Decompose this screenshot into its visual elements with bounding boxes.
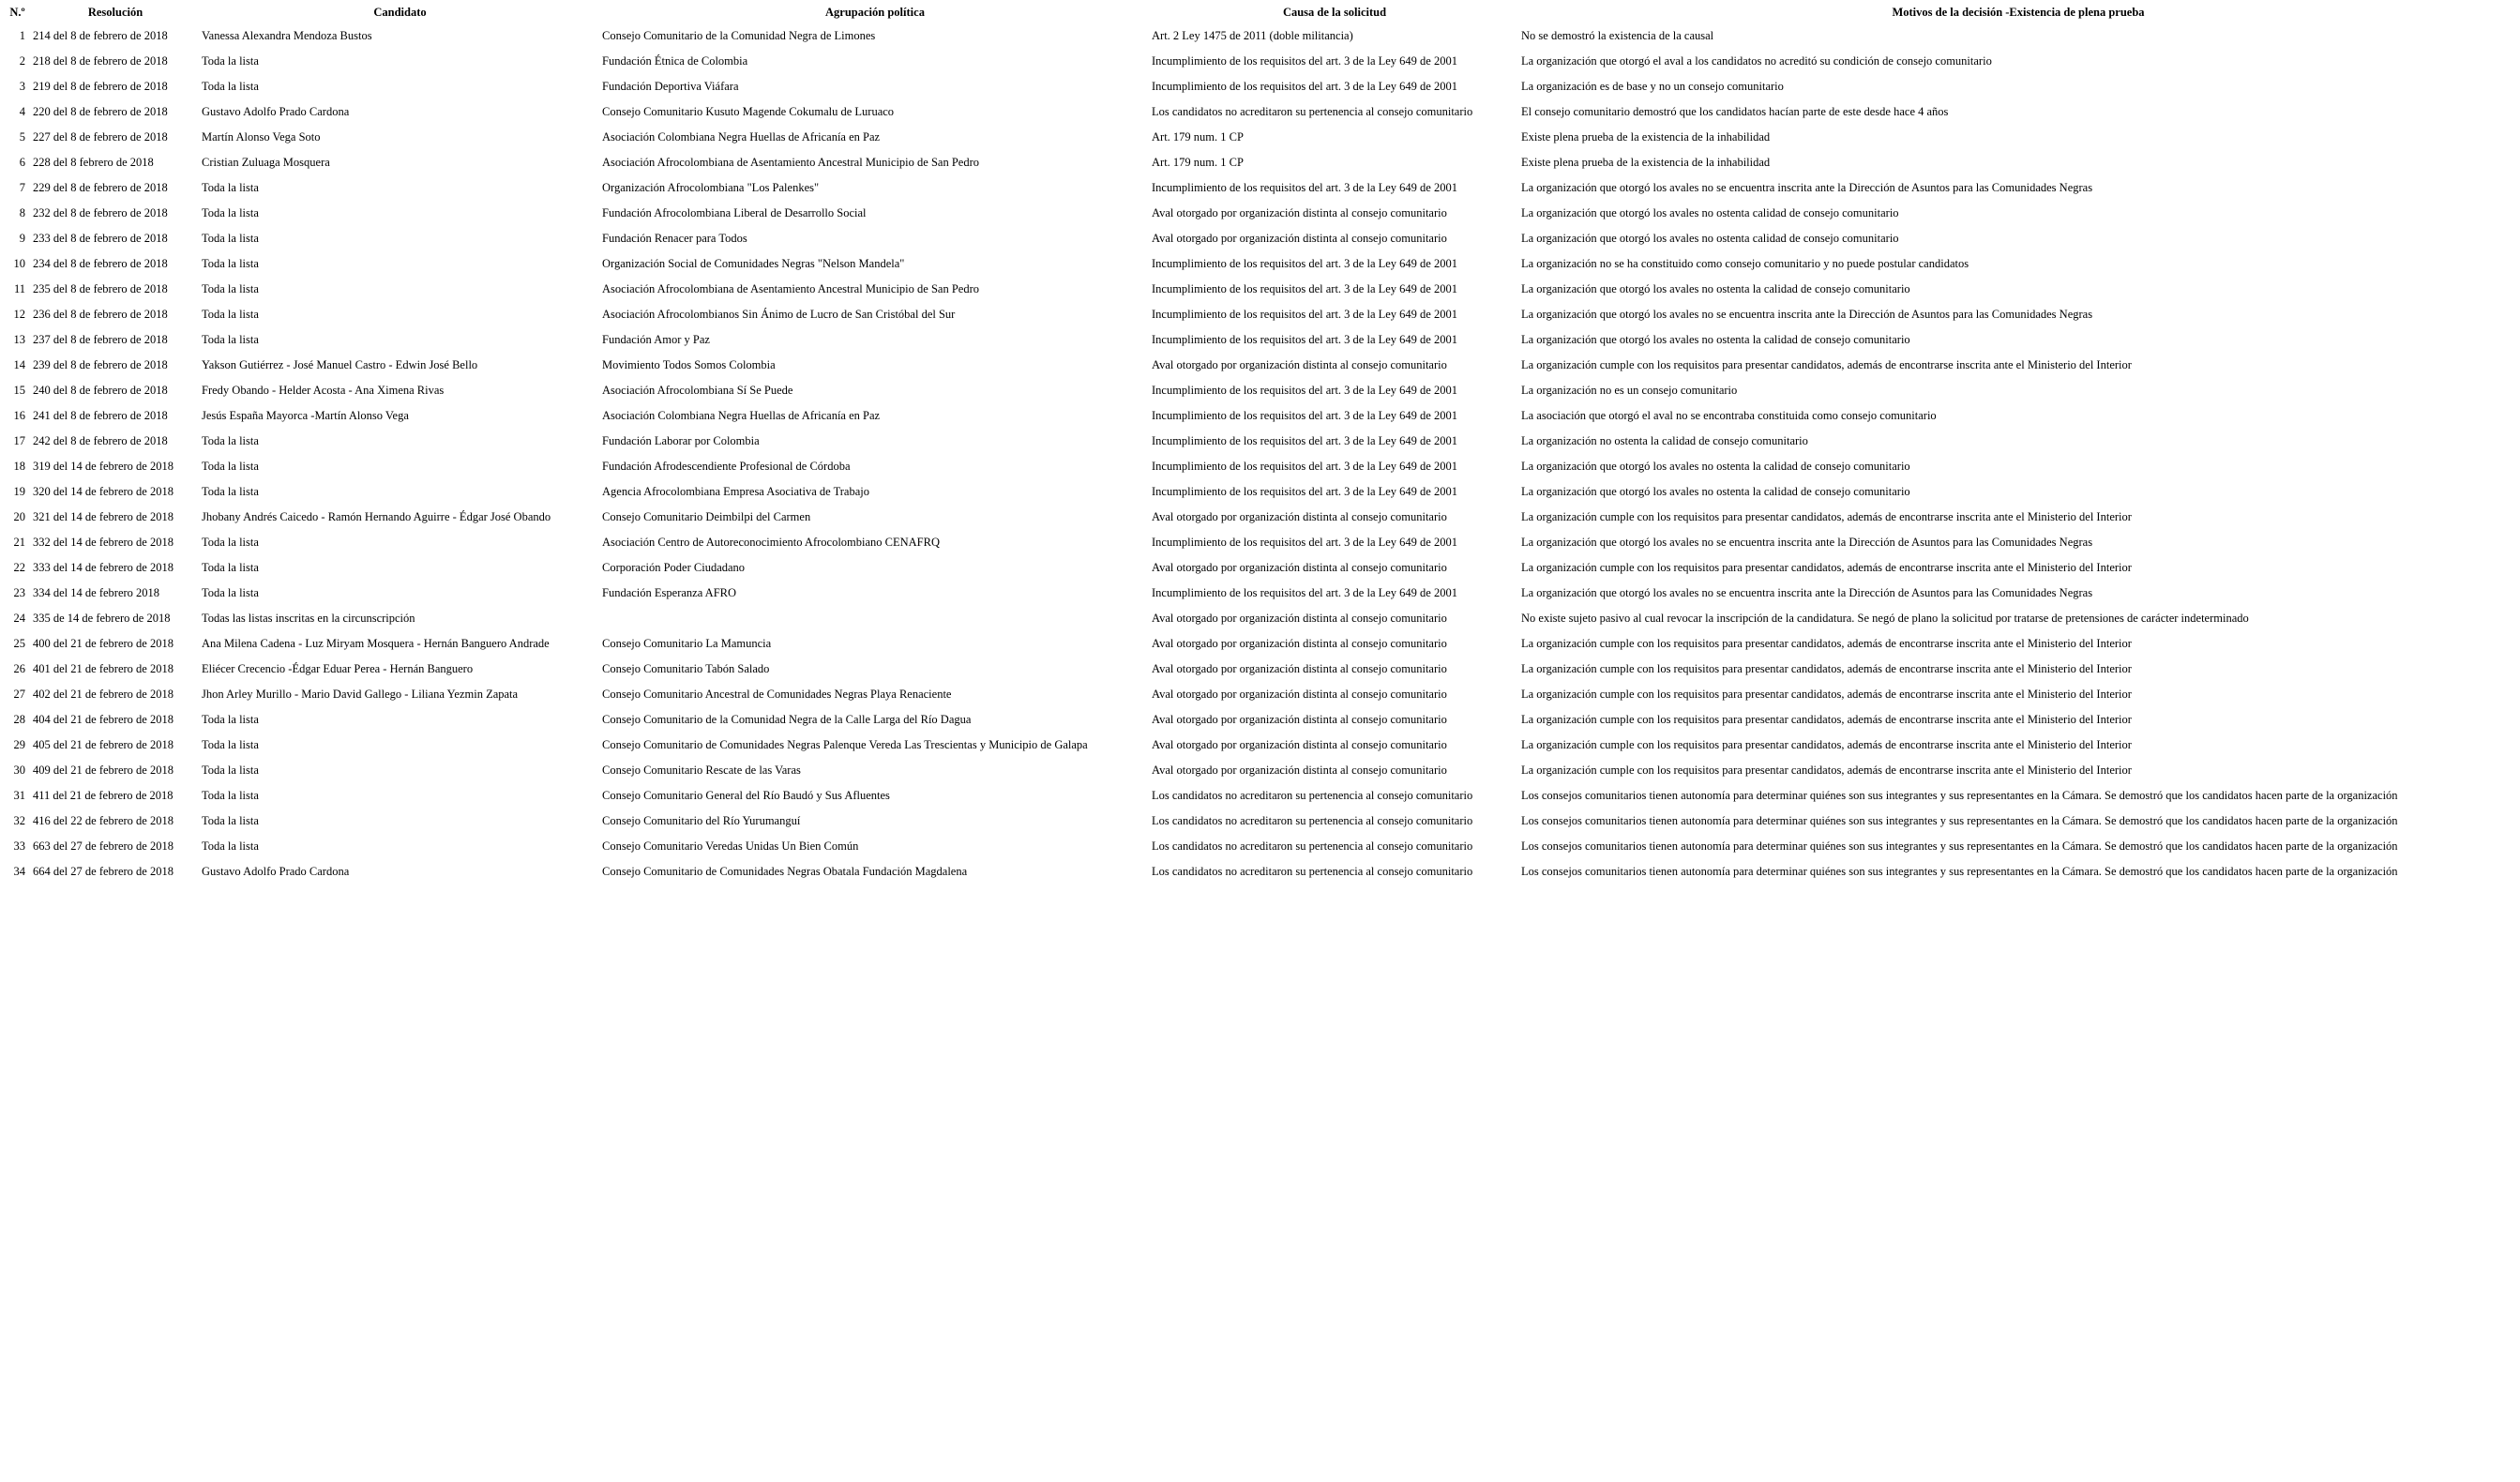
cell-causa: Incumplimiento de los requisitos del art. 3 de la Ley 649 de 2001 xyxy=(1152,485,1457,498)
cell-candidato: Toda la lista xyxy=(202,839,259,853)
cell-number: 14 xyxy=(13,358,25,371)
cell-candidato: Toda la lista xyxy=(202,536,259,549)
cell-number: 31 xyxy=(13,789,25,802)
cell-causa: Incumplimiento de los requisitos del art. 3 de la Ley 649 de 2001 xyxy=(1152,257,1457,270)
cell-number: 29 xyxy=(13,738,25,751)
cell-causa: Aval otorgado por organización distinta al consejo comunitario xyxy=(1152,206,1447,219)
cell-number: 27 xyxy=(13,688,25,701)
cell-agrupacion: Asociación Colombiana Negra Huellas de Africanía en Paz xyxy=(602,409,881,422)
table-row xyxy=(4,156,2517,181)
cell-number: 30 xyxy=(13,764,25,777)
cell-candidato: Toda la lista xyxy=(202,460,259,473)
cell-candidato: Toda la lista xyxy=(202,54,259,68)
table-row xyxy=(4,206,2517,232)
cell-causa: Aval otorgado por organización distinta al consejo comunitario xyxy=(1152,612,1447,625)
header-candidato: Candidato xyxy=(373,6,427,19)
cell-motivos: No existe sujeto pasivo al cual revocar la inscripción de la candidatura. Se negó de plano la solicitud por tratarse de pretensiones de carácter indeterminado xyxy=(1521,612,2249,625)
cell-resolucion: 227 del 8 de febrero de 2018 xyxy=(33,130,168,144)
cell-agrupacion: Fundación Renacer para Todos xyxy=(602,232,747,245)
table-row xyxy=(4,536,2517,561)
cell-causa: Incumplimiento de los requisitos del art. 3 de la Ley 649 de 2001 xyxy=(1152,80,1457,93)
cell-resolucion: 232 del 8 de febrero de 2018 xyxy=(33,206,168,219)
cell-resolucion: 219 del 8 de febrero de 2018 xyxy=(33,80,168,93)
cell-candidato: Toda la lista xyxy=(202,586,259,599)
cell-resolucion: 401 del 21 de febrero de 2018 xyxy=(33,662,174,675)
cell-agrupacion: Fundación Amor y Paz xyxy=(602,333,710,346)
cell-agrupacion: Asociación Centro de Autoreconocimiento Afrocolombiano CENAFRQ xyxy=(602,536,941,549)
cell-number: 28 xyxy=(13,713,25,726)
cell-motivos: Existe plena prueba de la existencia de la inhabilidad xyxy=(1521,156,1771,169)
table-row xyxy=(4,738,2517,764)
cell-candidato: Martín Alonso Vega Soto xyxy=(202,130,321,144)
cell-resolucion: 236 del 8 de febrero de 2018 xyxy=(33,308,168,321)
cell-causa: Incumplimiento de los requisitos del art. 3 de la Ley 649 de 2001 xyxy=(1152,586,1457,599)
cell-agrupacion: Fundación Laborar por Colombia xyxy=(602,434,760,447)
cell-resolucion: 214 del 8 de febrero de 2018 xyxy=(33,29,168,42)
table-row xyxy=(4,308,2517,333)
cell-candidato: Eliécer Crecencio -Édgar Eduar Perea - Hernán Banguero xyxy=(202,662,474,675)
cell-resolucion: 400 del 21 de febrero de 2018 xyxy=(33,637,174,650)
cell-agrupacion: Corporación Poder Ciudadano xyxy=(602,561,746,574)
cell-causa: Incumplimiento de los requisitos del art. 3 de la Ley 649 de 2001 xyxy=(1152,409,1457,422)
cell-causa: Incumplimiento de los requisitos del art. 3 de la Ley 649 de 2001 xyxy=(1152,460,1457,473)
cell-motivos: La organización cumple con los requisitos para presentar candidatos, además de encontrarse inscrita ante el Ministerio del Interior xyxy=(1521,662,2132,675)
cell-candidato: Todas las listas inscritas en la circunscripción xyxy=(202,612,415,625)
table-row xyxy=(4,54,2517,80)
cell-causa: Los candidatos no acreditaron su pertenencia al consejo comunitario xyxy=(1152,105,1473,118)
cell-candidato: Toda la lista xyxy=(202,814,259,827)
cell-agrupacion: Consejo Comunitario Ancestral de Comunidades Negras Playa Renaciente xyxy=(602,688,952,701)
cell-resolucion: 333 del 14 de febrero de 2018 xyxy=(33,561,174,574)
cell-motivos: La organización que otorgó los avales no ostenta calidad de consejo comunitario xyxy=(1521,232,1899,245)
table-row xyxy=(4,460,2517,485)
cell-number: 3 xyxy=(19,80,25,93)
cell-agrupacion: Asociación Afrocolombiana Sí Se Puede xyxy=(602,384,793,397)
cell-candidato: Ana Milena Cadena - Luz Miryam Mosquera - Hernán Banguero Andrade xyxy=(202,637,550,650)
cell-agrupacion: Consejo Comunitario de Comunidades Negras Obatala Fundación Magdalena xyxy=(602,865,968,878)
cell-agrupacion: Movimiento Todos Somos Colombia xyxy=(602,358,776,371)
cell-number: 21 xyxy=(13,536,25,549)
resolutions-table xyxy=(4,6,2517,890)
cell-motivos: La organización que otorgó los avales no ostenta la calidad de consejo comunitario xyxy=(1521,460,1910,473)
table-row xyxy=(4,789,2517,814)
cell-agrupacion: Consejo Comunitario Deimbilpi del Carmen xyxy=(602,510,811,523)
table-row xyxy=(4,358,2517,384)
cell-causa: Aval otorgado por organización distinta al consejo comunitario xyxy=(1152,232,1447,245)
cell-agrupacion: Consejo Comunitario de Comunidades Negras Palenque Vereda Las Trescientas y Municipio de Galapa xyxy=(602,738,1088,751)
cell-causa: Art. 2 Ley 1475 de 2011 (doble militancia) xyxy=(1152,29,1353,42)
cell-number: 9 xyxy=(19,232,25,245)
cell-motivos: La organización no ostenta la calidad de consejo comunitario xyxy=(1521,434,1808,447)
cell-motivos: La organización cumple con los requisitos para presentar candidatos, además de encontrarse inscrita ante el Ministerio del Interior xyxy=(1521,561,2132,574)
cell-number: 33 xyxy=(13,839,25,853)
cell-number: 7 xyxy=(19,181,25,194)
cell-causa: Los candidatos no acreditaron su pertenencia al consejo comunitario xyxy=(1152,839,1473,853)
cell-candidato: Gustavo Adolfo Prado Cardona xyxy=(202,105,350,118)
table-row xyxy=(4,105,2517,130)
cell-agrupacion: Asociación Afrocolombianos Sin Ánimo de Lucro de San Cristóbal del Sur xyxy=(602,308,956,321)
cell-candidato: Toda la lista xyxy=(202,713,259,726)
table-row xyxy=(4,839,2517,865)
cell-candidato: Fredy Obando - Helder Acosta - Ana Ximena Rivas xyxy=(202,384,445,397)
table-row xyxy=(4,637,2517,662)
cell-causa: Aval otorgado por organización distinta al consejo comunitario xyxy=(1152,688,1447,701)
table-row xyxy=(4,409,2517,434)
table-row xyxy=(4,764,2517,789)
cell-causa: Los candidatos no acreditaron su pertenencia al consejo comunitario xyxy=(1152,789,1473,802)
cell-motivos: La organización cumple con los requisitos para presentar candidatos, además de encontrarse inscrita ante el Ministerio del Interior xyxy=(1521,738,2132,751)
table-row xyxy=(4,130,2517,156)
cell-causa: Aval otorgado por organización distinta al consejo comunitario xyxy=(1152,510,1447,523)
cell-motivos: La organización que otorgó los avales no ostenta la calidad de consejo comunitario xyxy=(1521,333,1910,346)
cell-motivos: La organización no es un consejo comunitario xyxy=(1521,384,1738,397)
cell-agrupacion xyxy=(600,612,1150,637)
table-row xyxy=(4,282,2517,308)
table-row xyxy=(4,333,2517,358)
cell-causa: Incumplimiento de los requisitos del art. 3 de la Ley 649 de 2001 xyxy=(1152,536,1457,549)
cell-causa: Aval otorgado por organización distinta al consejo comunitario xyxy=(1152,662,1447,675)
cell-agrupacion: Fundación Étnica de Colombia xyxy=(602,54,748,68)
cell-resolucion: 235 del 8 de febrero de 2018 xyxy=(33,282,168,295)
cell-causa: Aval otorgado por organización distinta al consejo comunitario xyxy=(1152,713,1447,726)
cell-resolucion: 228 del 8 febrero de 2018 xyxy=(33,156,154,169)
cell-agrupacion: Consejo Comunitario del Río Yurumanguí xyxy=(602,814,801,827)
cell-number: 32 xyxy=(13,814,25,827)
cell-motivos: La organización cumple con los requisitos para presentar candidatos, además de encontrarse inscrita ante el Ministerio del Interior xyxy=(1521,358,2132,371)
table-header-row xyxy=(4,6,2517,29)
cell-agrupacion: Consejo Comunitario Kusuto Magende Cokumalu de Luruaco xyxy=(602,105,895,118)
cell-causa: Art. 179 num. 1 CP xyxy=(1152,130,1244,144)
cell-candidato: Gustavo Adolfo Prado Cardona xyxy=(202,865,350,878)
cell-number: 26 xyxy=(13,662,25,675)
cell-motivos: La organización cumple con los requisitos para presentar candidatos, además de encontrarse inscrita ante el Ministerio del Interior xyxy=(1521,637,2132,650)
cell-causa: Aval otorgado por organización distinta al consejo comunitario xyxy=(1152,637,1447,650)
cell-candidato: Toda la lista xyxy=(202,333,259,346)
cell-resolucion: 233 del 8 de febrero de 2018 xyxy=(33,232,168,245)
cell-candidato: Toda la lista xyxy=(202,485,259,498)
cell-agrupacion: Agencia Afrocolombiana Empresa Asociativa de Trabajo xyxy=(602,485,869,498)
cell-causa: Aval otorgado por organización distinta al consejo comunitario xyxy=(1152,561,1447,574)
cell-number: 15 xyxy=(13,384,25,397)
table-row xyxy=(4,612,2517,637)
cell-motivos: El consejo comunitario demostró que los candidatos hacían parte de este desde hace 4 años xyxy=(1521,105,1949,118)
cell-number: 25 xyxy=(13,637,25,650)
table-row xyxy=(4,688,2517,713)
cell-causa: Incumplimiento de los requisitos del art. 3 de la Ley 649 de 2001 xyxy=(1152,54,1457,68)
cell-agrupacion: Fundación Afrocolombiana Liberal de Desarrollo Social xyxy=(602,206,867,219)
cell-resolucion: 664 del 27 de febrero de 2018 xyxy=(33,865,174,878)
table-row xyxy=(4,80,2517,105)
cell-agrupacion: Asociación Afrocolombiana de Asentamiento Ancestral Municipio de San Pedro xyxy=(602,282,979,295)
cell-motivos: La organización que otorgó los avales no se encuentra inscrita ante la Dirección de Asuntos para las Comunidades Negras xyxy=(1521,308,2093,321)
cell-resolucion: 404 del 21 de febrero de 2018 xyxy=(33,713,174,726)
cell-candidato: Toda la lista xyxy=(202,257,259,270)
cell-resolucion: 218 del 8 de febrero de 2018 xyxy=(33,54,168,68)
table-row xyxy=(4,510,2517,536)
cell-agrupacion: Fundación Afrodescendiente Profesional de Córdoba xyxy=(602,460,851,473)
cell-resolucion: 234 del 8 de febrero de 2018 xyxy=(33,257,168,270)
header-causa: Causa de la solicitud xyxy=(1282,6,1387,19)
cell-agrupacion: Consejo Comunitario Tabón Salado xyxy=(602,662,770,675)
table-row xyxy=(4,865,2517,890)
cell-candidato: Toda la lista xyxy=(202,308,259,321)
table-row xyxy=(4,257,2517,282)
cell-motivos: La organización que otorgó los avales no se encuentra inscrita ante la Dirección de Asuntos para las Comunidades Negras xyxy=(1521,536,2093,549)
cell-resolucion: 416 del 22 de febrero de 2018 xyxy=(33,814,174,827)
cell-agrupacion: Consejo Comunitario de la Comunidad Negra de la Calle Larga del Río Dagua xyxy=(602,713,972,726)
cell-candidato: Cristian Zuluaga Mosquera xyxy=(202,156,330,169)
cell-candidato: Toda la lista xyxy=(202,738,259,751)
cell-causa: Incumplimiento de los requisitos del art. 3 de la Ley 649 de 2001 xyxy=(1152,308,1457,321)
cell-agrupacion: Organización Social de Comunidades Negras "Nelson Mandela" xyxy=(602,257,905,270)
cell-motivos: Los consejos comunitarios tienen autonomía para determinar quiénes son sus integrantes y sus representantes en la Cámara. Se demostró que los candidatos hacen parte de la organización xyxy=(1521,814,2398,827)
cell-number: 16 xyxy=(13,409,25,422)
cell-causa: Incumplimiento de los requisitos del art. 3 de la Ley 649 de 2001 xyxy=(1152,181,1457,194)
cell-number: 10 xyxy=(13,257,25,270)
cell-candidato: Toda la lista xyxy=(202,561,259,574)
table-row xyxy=(4,181,2517,206)
cell-resolucion: 242 del 8 de febrero de 2018 xyxy=(33,434,168,447)
cell-causa: Incumplimiento de los requisitos del art. 3 de la Ley 649 de 2001 xyxy=(1152,282,1457,295)
cell-number: 22 xyxy=(13,561,25,574)
cell-resolucion: 220 del 8 de febrero de 2018 xyxy=(33,105,168,118)
cell-number: 12 xyxy=(13,308,25,321)
cell-agrupacion: Consejo Comunitario de la Comunidad Negra de Limones xyxy=(602,29,876,42)
table-row xyxy=(4,485,2517,510)
cell-motivos: La organización que otorgó los avales no se encuentra inscrita ante la Dirección de Asuntos para las Comunidades Negras xyxy=(1521,181,2093,194)
cell-number: 17 xyxy=(13,434,25,447)
cell-causa: Aval otorgado por organización distinta al consejo comunitario xyxy=(1152,738,1447,751)
cell-motivos: La organización cumple con los requisitos para presentar candidatos, además de encontrarse inscrita ante el Ministerio del Interior xyxy=(1521,713,2132,726)
table-row xyxy=(4,586,2517,612)
cell-candidato: Jhon Arley Murillo - Mario David Gallego - Liliana Yezmin Zapata xyxy=(202,688,519,701)
cell-number: 1 xyxy=(19,29,25,42)
table-row xyxy=(4,662,2517,688)
header-agrupacion: Agrupación política xyxy=(825,6,925,19)
table-row xyxy=(4,232,2517,257)
cell-number: 18 xyxy=(13,460,25,473)
cell-resolucion: 319 del 14 de febrero de 2018 xyxy=(33,460,174,473)
cell-motivos: Los consejos comunitarios tienen autonomía para determinar quiénes son sus integrantes y sus representantes en la Cámara. Se demostró que los candidatos hacen parte de la organización xyxy=(1521,865,2398,878)
cell-candidato: Toda la lista xyxy=(202,789,259,802)
header-number: N.º xyxy=(9,6,25,19)
cell-causa: Incumplimiento de los requisitos del art. 3 de la Ley 649 de 2001 xyxy=(1152,384,1457,397)
cell-causa: Aval otorgado por organización distinta al consejo comunitario xyxy=(1152,764,1447,777)
cell-motivos: Existe plena prueba de la existencia de la inhabilidad xyxy=(1521,130,1771,144)
cell-number: 20 xyxy=(13,510,25,523)
cell-candidato: Vanessa Alexandra Mendoza Bustos xyxy=(202,29,372,42)
cell-number: 19 xyxy=(13,485,25,498)
cell-candidato: Toda la lista xyxy=(202,764,259,777)
cell-agrupacion: Fundación Deportiva Viáfara xyxy=(602,80,739,93)
cell-motivos: La organización no se ha constituido como consejo comunitario y no puede postular candidatos xyxy=(1521,257,1969,270)
cell-motivos: Los consejos comunitarios tienen autonomía para determinar quiénes son sus integrantes y sus representantes en la Cámara. Se demostró que los candidatos hacen parte de la organización xyxy=(1521,789,2398,802)
cell-motivos: La asociación que otorgó el aval no se encontraba constituida como consejo comunitario xyxy=(1521,409,1937,422)
table-row xyxy=(4,384,2517,409)
cell-resolucion: 409 del 21 de febrero de 2018 xyxy=(33,764,174,777)
cell-agrupacion: Fundación Esperanza AFRO xyxy=(602,586,737,599)
cell-candidato: Toda la lista xyxy=(202,282,259,295)
cell-motivos: La organización que otorgó el aval a los candidatos no acreditó su condición de consejo comunitario xyxy=(1521,54,1992,68)
cell-resolucion: 663 del 27 de febrero de 2018 xyxy=(33,839,174,853)
cell-number: 13 xyxy=(13,333,25,346)
cell-agrupacion: Consejo Comunitario Rescate de las Varas xyxy=(602,764,801,777)
cell-motivos: La organización que otorgó los avales no ostenta la calidad de consejo comunitario xyxy=(1521,282,1910,295)
cell-causa: Art. 179 num. 1 CP xyxy=(1152,156,1244,169)
cell-resolucion: 334 del 14 de febrero 2018 xyxy=(33,586,160,599)
cell-resolucion: 239 del 8 de febrero de 2018 xyxy=(33,358,168,371)
cell-agrupacion: Asociación Afrocolombiana de Asentamiento Ancestral Municipio de San Pedro xyxy=(602,156,979,169)
cell-resolucion: 240 del 8 de febrero de 2018 xyxy=(33,384,168,397)
cell-motivos: La organización cumple con los requisitos para presentar candidatos, además de encontrarse inscrita ante el Ministerio del Interior xyxy=(1521,510,2132,523)
header-resolucion: Resolución xyxy=(87,6,143,19)
table-row xyxy=(4,561,2517,586)
cell-motivos: La organización que otorgó los avales no se encuentra inscrita ante la Dirección de Asuntos para las Comunidades Negras xyxy=(1521,586,2093,599)
cell-resolucion: 237 del 8 de febrero de 2018 xyxy=(33,333,168,346)
cell-candidato: Jesús España Mayorca -Martín Alonso Vega xyxy=(202,409,409,422)
cell-motivos: No se demostró la existencia de la causal xyxy=(1521,29,1714,42)
cell-candidato: Jhobany Andrés Caicedo - Ramón Hernando Aguirre - Édgar José Obando xyxy=(202,510,551,523)
cell-resolucion: 332 del 14 de febrero de 2018 xyxy=(33,536,174,549)
cell-agrupacion: Asociación Colombiana Negra Huellas de Africanía en Paz xyxy=(602,130,881,144)
cell-candidato: Toda la lista xyxy=(202,206,259,219)
cell-causa: Los candidatos no acreditaron su pertenencia al consejo comunitario xyxy=(1152,814,1473,827)
cell-agrupacion: Consejo Comunitario Veredas Unidas Un Bien Común xyxy=(602,839,859,853)
cell-number: 5 xyxy=(19,130,25,144)
cell-agrupacion: Consejo Comunitario La Mamuncia xyxy=(602,637,772,650)
cell-resolucion: 402 del 21 de febrero de 2018 xyxy=(33,688,174,701)
cell-causa: Incumplimiento de los requisitos del art. 3 de la Ley 649 de 2001 xyxy=(1152,333,1457,346)
cell-resolucion: 335 de 14 de febrero de 2018 xyxy=(33,612,171,625)
cell-candidato: Toda la lista xyxy=(202,181,259,194)
cell-number: 24 xyxy=(13,612,25,625)
cell-number: 8 xyxy=(19,206,25,219)
cell-number: 2 xyxy=(19,54,25,68)
cell-resolucion: 411 del 21 de febrero de 2018 xyxy=(33,789,174,802)
cell-resolucion: 321 del 14 de febrero de 2018 xyxy=(33,510,174,523)
cell-causa: Los candidatos no acreditaron su pertenencia al consejo comunitario xyxy=(1152,865,1473,878)
table-row xyxy=(4,434,2517,460)
header-motivos: Motivos de la decisión -Existencia de plena prueba xyxy=(1892,6,2145,19)
table-row xyxy=(4,29,2517,54)
cell-candidato: Toda la lista xyxy=(202,434,259,447)
cell-number: 4 xyxy=(19,105,25,118)
cell-number: 6 xyxy=(19,156,25,169)
cell-causa: Aval otorgado por organización distinta al consejo comunitario xyxy=(1152,358,1447,371)
table-body xyxy=(4,29,2517,890)
cell-motivos: La organización que otorgó los avales no ostenta la calidad de consejo comunitario xyxy=(1521,485,1910,498)
cell-causa: Incumplimiento de los requisitos del art. 3 de la Ley 649 de 2001 xyxy=(1152,434,1457,447)
table-row xyxy=(4,814,2517,839)
cell-motivos: La organización cumple con los requisitos para presentar candidatos, además de encontrarse inscrita ante el Ministerio del Interior xyxy=(1521,688,2132,701)
cell-resolucion: 320 del 14 de febrero de 2018 xyxy=(33,485,174,498)
cell-motivos: La organización que otorgó los avales no ostenta calidad de consejo comunitario xyxy=(1521,206,1899,219)
cell-motivos: La organización es de base y no un consejo comunitario xyxy=(1521,80,1784,93)
cell-candidato: Toda la lista xyxy=(202,232,259,245)
cell-number: 23 xyxy=(13,586,25,599)
cell-agrupacion: Consejo Comunitario General del Río Baudó y Sus Afluentes xyxy=(602,789,890,802)
table-row xyxy=(4,713,2517,738)
cell-resolucion: 241 del 8 de febrero de 2018 xyxy=(33,409,168,422)
cell-number: 34 xyxy=(13,865,25,878)
cell-number: 11 xyxy=(13,282,25,295)
cell-resolucion: 229 del 8 de febrero de 2018 xyxy=(33,181,168,194)
cell-motivos: La organización cumple con los requisitos para presentar candidatos, además de encontrarse inscrita ante el Ministerio del Interior xyxy=(1521,764,2132,777)
cell-motivos: Los consejos comunitarios tienen autonomía para determinar quiénes son sus integrantes y sus representantes en la Cámara. Se demostró que los candidatos hacen parte de la organización xyxy=(1521,839,2398,853)
cell-candidato: Toda la lista xyxy=(202,80,259,93)
cell-agrupacion: Organización Afrocolombiana "Los Palenkes" xyxy=(602,181,820,194)
cell-candidato: Yakson Gutiérrez - José Manuel Castro - Edwin José Bello xyxy=(202,358,478,371)
cell-resolucion: 405 del 21 de febrero de 2018 xyxy=(33,738,174,751)
